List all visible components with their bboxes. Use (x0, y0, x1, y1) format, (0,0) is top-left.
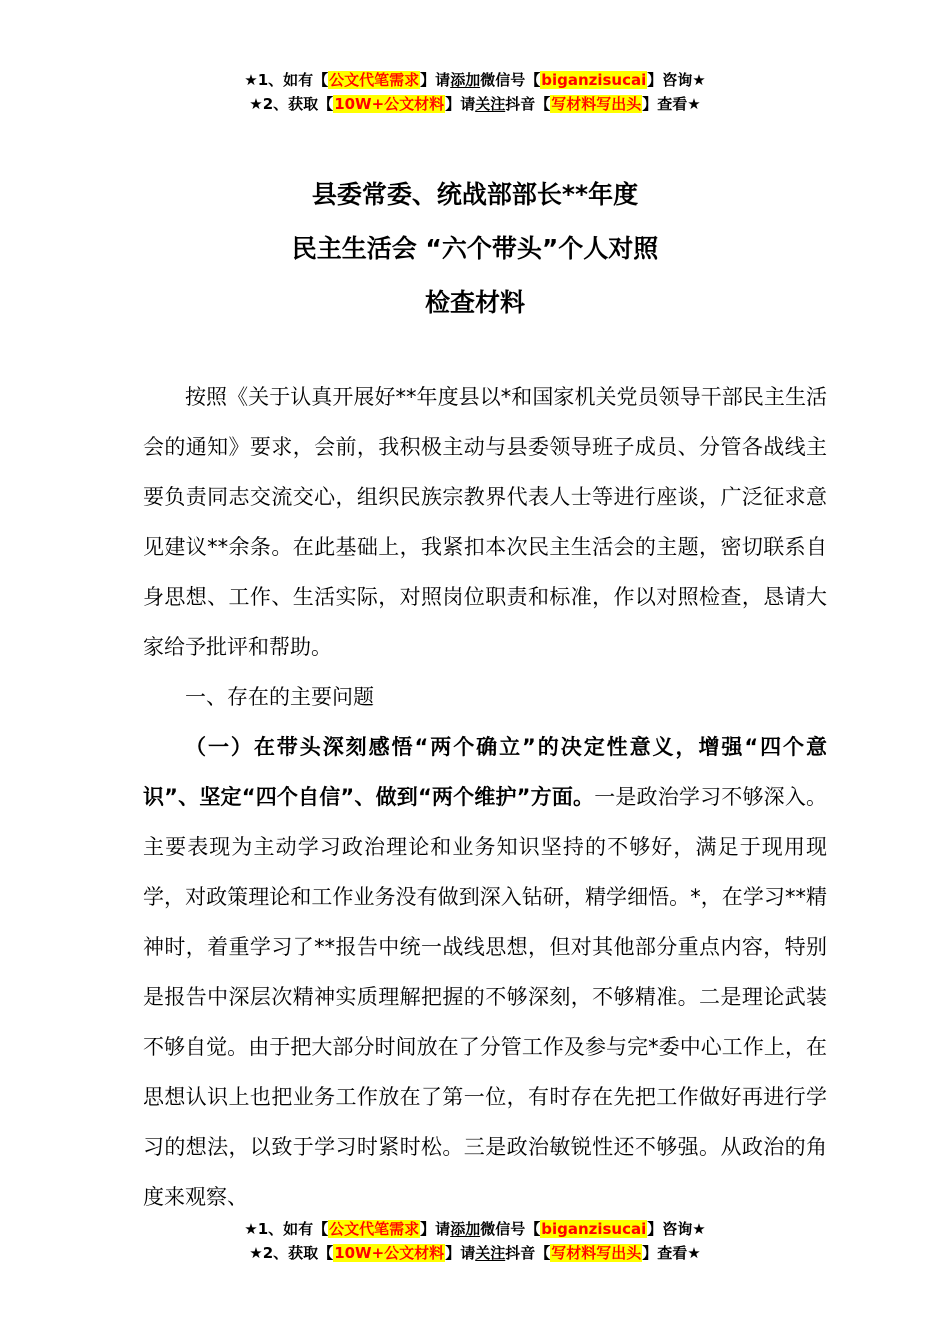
header-promo-banner (0, 68, 950, 116)
promo-line-2: ★2、获取【10W+公文材料】请关注抖音【写材料写出头】查看★ (249, 95, 701, 113)
title-line-1: 县委常委、统战部部长**年度 (311, 180, 639, 209)
title-line-3: 检查材料 (424, 288, 525, 317)
subsection-1-paragraph (143, 722, 827, 1222)
subsection-1-text: 一是政治学习不够深入。主要表现为主动学习政治理论和业务知识坚持的不够好，满足于现用现学，对政策理论和工作业务没有做到深入钻研，精学细悟。*，在学习**精神时，着重学习了**报告中统一战线思想，但对其他部分重点内容，特别是报告中深层次精神实质理解把握的不够深刻，不够精准。二是理论武装不够自觉。由于把大部分时间放在了分管工作及参与完*委中心工作上，在思想认识上也把业务工作放在了第一位，有时存在先把工作做好再进行学习的想法，以致于学习时紧时松。三是政治敏锐性还不够强。从政治的角度来观察、 (143, 785, 828, 1209)
document-title (0, 168, 950, 330)
promo-line-1: ★1、如有【公文代笔需求】请添加微信号【biganzisucai】咨询★ (244, 1220, 706, 1238)
title-line-2: 民主生活会 “六个带头”个人对照 (291, 234, 659, 263)
highlight-wechat-id: biganzisucai (541, 1220, 647, 1238)
section-heading-problems: 一、存在的主要问题 (185, 685, 374, 709)
intro-paragraph: 按照《关于认真开展好**年度县以*和国家机关党员领导干部民主生活会的通知》要求，会前，我积极主动与县委领导班子成员、分管各战线主要负责同志交流交心，组织民族宗教界代表人士等进行座谈，广泛征求意见建议**余条。在此基础上，我紧扣本次民主生活会的主题，密切联系自身思想、工作、生活实际，对照岗位职责和标准，作以对照检查，恳请大家给予批评和帮助。 (143, 385, 827, 659)
highlight-douyin-account: 写材料写出头 (551, 1244, 642, 1262)
highlight-wechat-id: biganzisucai (541, 71, 647, 89)
footer-promo-banner (0, 1217, 950, 1265)
promo-line-1: ★1、如有【公文代笔需求】请添加微信号【biganzisucai】咨询★ (244, 71, 706, 89)
highlight-materials: 10W+公文材料 (334, 1244, 445, 1262)
highlight-service: 公文代笔需求 (329, 71, 420, 89)
highlight-materials: 10W+公文材料 (334, 95, 445, 113)
highlight-service: 公文代笔需求 (329, 1220, 420, 1238)
document-body (143, 372, 827, 1222)
highlight-douyin-account: 写材料写出头 (551, 95, 642, 113)
subsection-1-heading: （一）在带头深刻感悟“两个确立”的决定性意义，增强“四个意识”、坚定“四个自信”、做到“两个维护”方面。 (143, 735, 827, 809)
promo-line-2: ★2、获取【10W+公文材料】请关注抖音【写材料写出头】查看★ (249, 1244, 701, 1262)
